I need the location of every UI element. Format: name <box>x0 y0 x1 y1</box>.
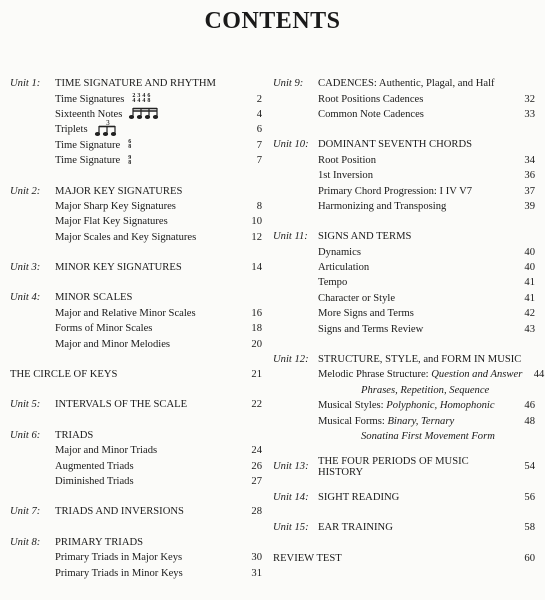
entry-title <box>318 247 513 258</box>
page-number: 37 <box>524 185 535 197</box>
toc-entry[interactable] <box>10 336 262 351</box>
entry-text: Sixteenth Notes <box>55 108 123 120</box>
page-number: 60 <box>524 552 535 564</box>
entry-text: Character or Style <box>318 292 396 304</box>
page-number: 24 <box>251 445 262 457</box>
unit-label: Unit 7: <box>10 506 41 518</box>
page-number: 58 <box>524 522 535 534</box>
page-number: 44 <box>533 369 545 381</box>
unit-heading <box>10 428 262 443</box>
unit-title[interactable]: STRUCTURE, STYLE, and FORM IN MUSIC <box>318 354 522 366</box>
toc-entry[interactable] <box>10 474 262 489</box>
unit-title[interactable]: TRIADS <box>55 429 94 441</box>
unit-label: Unit 4: <box>10 292 41 304</box>
unit-heading <box>273 229 535 244</box>
page-number: 46 <box>524 400 535 412</box>
unit-title[interactable]: SIGNS AND TERMS <box>318 231 412 243</box>
toc-entry[interactable] <box>10 443 262 458</box>
page-number: 43 <box>524 323 535 335</box>
toc-unit <box>273 455 535 478</box>
entry-title <box>318 109 513 120</box>
entry-title <box>55 568 240 579</box>
toc-entry[interactable] <box>10 91 262 106</box>
page-number: 27 <box>251 476 262 487</box>
entry-title <box>318 416 513 427</box>
entry-text: Forms of Minor Scales <box>55 323 153 335</box>
page-title: CONTENTS <box>204 8 341 34</box>
entry-title <box>318 400 513 411</box>
unit-heading <box>10 183 262 198</box>
entry-title <box>55 120 240 139</box>
toc-entry[interactable] <box>273 107 535 122</box>
unit-heading <box>10 397 262 412</box>
toc-entry[interactable] <box>273 398 535 413</box>
entry-title <box>55 308 240 319</box>
toc-unit <box>10 535 262 581</box>
entry-text: Time Signature <box>55 155 121 167</box>
time-signature-glyph: 2 4 <box>132 93 136 105</box>
entry-title <box>318 186 513 197</box>
entry-text: More Signs and Terms <box>318 308 414 320</box>
toc-unit <box>10 183 262 245</box>
page-number: 32 <box>524 93 535 105</box>
entry-text: Major and Relative Minor Scales <box>55 307 196 319</box>
entry-text: Tempo <box>318 277 348 289</box>
page-number: 42 <box>524 308 535 320</box>
entry-title <box>318 170 513 181</box>
page-number: 41 <box>524 277 535 289</box>
page-number: 21 <box>251 369 262 381</box>
page-number: 7 <box>256 155 262 167</box>
page-number: 40 <box>524 246 535 258</box>
entry-title <box>318 324 513 335</box>
entry-title <box>318 94 513 105</box>
ts98-icon <box>126 155 131 166</box>
page-number: 31 <box>251 567 262 579</box>
entry-text: Primary Triads in Major Keys <box>55 552 183 564</box>
entry-text: Major Flat Key Signatures <box>55 216 168 228</box>
entry-text: Root Positions Cadences <box>318 93 424 105</box>
page-number: 20 <box>251 338 262 350</box>
toc-entry[interactable] <box>10 199 262 214</box>
toc-entry[interactable] <box>273 413 535 428</box>
entry-title <box>318 369 522 380</box>
page-number: 36 <box>524 170 535 182</box>
toc-entry[interactable] <box>273 260 535 275</box>
unit-heading <box>273 137 535 152</box>
triplet-icon <box>94 120 122 139</box>
unit-heading <box>273 490 535 505</box>
unit-title[interactable]: MINOR SCALES <box>55 292 133 304</box>
unit-title[interactable]: DOMINANT SEVENTH CHORDS <box>318 139 473 151</box>
entry-text: Augmented Triads <box>55 460 134 472</box>
toc-entry[interactable] <box>273 291 535 306</box>
entry-text: Articulation <box>318 262 370 274</box>
toc-unit <box>10 76 262 168</box>
toc-entry[interactable] <box>273 153 535 168</box>
entry-text: Signs and Terms Review <box>318 323 424 335</box>
unit-heading <box>273 76 535 91</box>
entry-title <box>318 155 513 166</box>
unit-label: Unit 10: <box>273 139 309 151</box>
entry-title <box>55 201 240 212</box>
entry-title <box>55 216 240 227</box>
unit-label: Unit 15: <box>273 522 309 534</box>
unit-heading <box>10 290 262 305</box>
page-number: 26 <box>251 460 262 472</box>
page-number: 34 <box>524 154 535 166</box>
entry-title <box>55 445 240 456</box>
timesigs-icon <box>130 94 150 105</box>
toc-entry[interactable] <box>10 153 262 168</box>
unit-title[interactable]: MAJOR KEY SIGNATURES <box>55 185 183 197</box>
entry-title <box>318 308 513 319</box>
page-number: 22 <box>251 399 262 411</box>
unit-heading <box>10 76 262 91</box>
entry-title <box>55 232 240 243</box>
entry-text: Primary Chord Progression: I IV V7 <box>318 185 473 197</box>
toc-unit <box>273 137 535 214</box>
unit-heading <box>273 455 535 478</box>
toc-entry[interactable] <box>10 458 262 473</box>
entry-text: 1st Inversion <box>318 170 374 182</box>
entry-italic-text: Question and Answer <box>431 369 523 381</box>
ts68-icon <box>126 140 131 151</box>
entry-text: Dynamics <box>318 246 361 258</box>
page-number: 12 <box>251 231 262 243</box>
entry-text: Diminished Triads <box>55 476 134 487</box>
entry-italic-text: Polyphonic, Homophonic <box>386 400 495 412</box>
unit-heading <box>273 520 535 535</box>
unit-label: Unit 8: <box>10 536 41 548</box>
toc-entry[interactable] <box>10 565 262 580</box>
unit-title[interactable]: REVIEW TEST <box>273 552 342 564</box>
toc-entry[interactable] <box>273 183 535 198</box>
unit-label: Unit 9: <box>273 78 304 90</box>
entry-text: Musical Forms: <box>318 415 388 427</box>
toc-right-column <box>273 76 545 581</box>
toc-unit <box>273 520 535 535</box>
toc-entry[interactable] <box>10 230 262 245</box>
toc-entry[interactable] <box>273 199 535 214</box>
page-number: 2 <box>256 93 262 105</box>
time-signature-glyph: 9 8 <box>128 154 132 166</box>
unit-label: Unit 2: <box>10 185 41 197</box>
entry-text: Melodic Phrase Structure: <box>318 369 432 381</box>
entry-title <box>55 476 240 487</box>
unit-label: Unit 11: <box>273 231 308 243</box>
toc-entry[interactable] <box>273 367 545 382</box>
page-number: 28 <box>251 506 262 518</box>
page-number: 18 <box>251 323 262 335</box>
page-number: 10 <box>251 216 262 228</box>
entry-text: Root Position <box>318 154 376 166</box>
unit-title[interactable]: THE FOUR PERIODS OF MUSIC HISTORY <box>318 455 469 478</box>
entry-title <box>318 262 513 273</box>
unit-label: Unit 6: <box>10 429 41 441</box>
unit-heading <box>10 367 262 382</box>
entry-title <box>318 293 513 304</box>
entry-text: Common Note Cadences <box>318 108 424 120</box>
toc-unit <box>273 352 545 444</box>
unit-heading <box>273 550 535 565</box>
entry-text: Triplets <box>55 124 88 136</box>
page-number: 48 <box>524 415 535 427</box>
page-number: 54 <box>524 461 535 473</box>
unit-label: Unit 12: <box>273 354 309 366</box>
toc-unit <box>273 229 535 337</box>
entry-continuation: Sonatina First Movement Form <box>361 431 495 442</box>
time-signature-glyph: 6 8 <box>147 93 151 105</box>
unit-title[interactable]: TIME SIGNATURE AND RHYTHM <box>55 78 216 90</box>
toc-unit <box>10 428 262 490</box>
unit-title[interactable]: EAR TRAINING <box>318 522 393 534</box>
entry-text: Major and Minor Melodies <box>55 338 171 350</box>
entry-title <box>55 461 240 472</box>
unit-title[interactable]: TRIADS AND INVERSIONS <box>55 506 184 518</box>
unit-title[interactable]: PRIMARY TRIADS <box>55 536 144 548</box>
entry-text: Time Signatures <box>55 93 125 105</box>
page-number: 7 <box>256 139 262 151</box>
page-number: 6 <box>256 124 262 136</box>
entry-text: Major Sharp Key Signatures <box>55 200 176 212</box>
toc-unit <box>10 290 262 352</box>
entry-continuation: Phrases, Repetition, Sequence <box>361 384 490 396</box>
page-number: 16 <box>251 307 262 319</box>
unit-title[interactable]: THE CIRCLE OF KEYS <box>10 369 118 381</box>
entry-title <box>55 339 240 350</box>
toc-unit <box>10 397 262 412</box>
unit-heading <box>10 260 262 275</box>
unit-heading <box>273 352 535 367</box>
unit-label: Unit 1: <box>10 78 41 90</box>
toc-unit <box>10 504 262 519</box>
toc-entry[interactable] <box>10 214 262 229</box>
toc-unit <box>10 260 262 275</box>
entry-text: Major Scales and Key Signatures <box>55 231 197 243</box>
svg-text:3: 3 <box>105 120 110 128</box>
page-number: 8 <box>256 200 262 212</box>
time-signature-glyph: 4 4 <box>142 93 146 105</box>
toc-entry[interactable] <box>273 321 535 336</box>
entry-title <box>55 155 240 166</box>
entry-title <box>55 94 240 105</box>
page-number: 41 <box>524 292 535 304</box>
toc-entry[interactable] <box>10 306 262 321</box>
entry-text: Major and Minor Triads <box>55 445 158 457</box>
page-number: 4 <box>256 108 262 120</box>
toc-entry[interactable] <box>273 275 535 290</box>
toc-unit <box>273 550 535 565</box>
toc-unit <box>273 490 535 505</box>
page-number: 30 <box>251 552 262 564</box>
unit-title[interactable]: MINOR KEY SIGNATURES <box>55 262 182 274</box>
toc-entry[interactable] <box>273 306 535 321</box>
toc-entry[interactable] <box>10 138 262 153</box>
unit-heading <box>10 504 262 519</box>
toc-left-column <box>10 76 262 596</box>
page-number: 40 <box>524 262 535 274</box>
entry-text: Musical Styles: <box>318 400 387 412</box>
unit-label: Unit 14: <box>273 491 309 503</box>
page-number: 33 <box>524 108 535 120</box>
toc-unit <box>273 76 535 122</box>
toc-entry[interactable] <box>273 245 535 260</box>
entry-title <box>55 552 240 563</box>
unit-label: Unit 3: <box>10 262 41 274</box>
entry-text: Primary Triads in Minor Keys <box>55 567 183 579</box>
toc-entry[interactable] <box>10 321 262 336</box>
entry-title <box>55 323 240 334</box>
page-number: 56 <box>524 491 535 503</box>
entry-text: Time Signature <box>55 139 121 151</box>
entry-title <box>318 201 513 212</box>
entry-title <box>55 140 240 151</box>
toc-unit <box>10 367 262 382</box>
toc-entry[interactable] <box>273 91 535 106</box>
toc-entry[interactable] <box>10 550 262 565</box>
page-number: 39 <box>524 200 535 212</box>
unit-heading <box>10 535 262 550</box>
page-number: 14 <box>251 262 262 274</box>
unit-title[interactable]: CADENCES: Authentic, Plagal, and Half <box>318 78 495 90</box>
unit-title[interactable]: INTERVALS OF THE SCALE <box>55 399 188 411</box>
time-signature-glyph: 6 8 <box>128 139 132 151</box>
unit-label: Unit 5: <box>10 399 41 411</box>
entry-title <box>318 277 513 288</box>
time-signature-glyph: 3 4 <box>137 93 141 105</box>
unit-title[interactable]: SIGHT READING <box>318 491 400 503</box>
toc-entry[interactable] <box>10 122 262 137</box>
entry-text: Harmonizing and Transposing <box>318 200 447 212</box>
toc-entry[interactable] <box>273 168 535 183</box>
unit-label: Unit 13: <box>273 461 309 473</box>
entry-italic-text: Binary, Ternary <box>387 415 455 427</box>
